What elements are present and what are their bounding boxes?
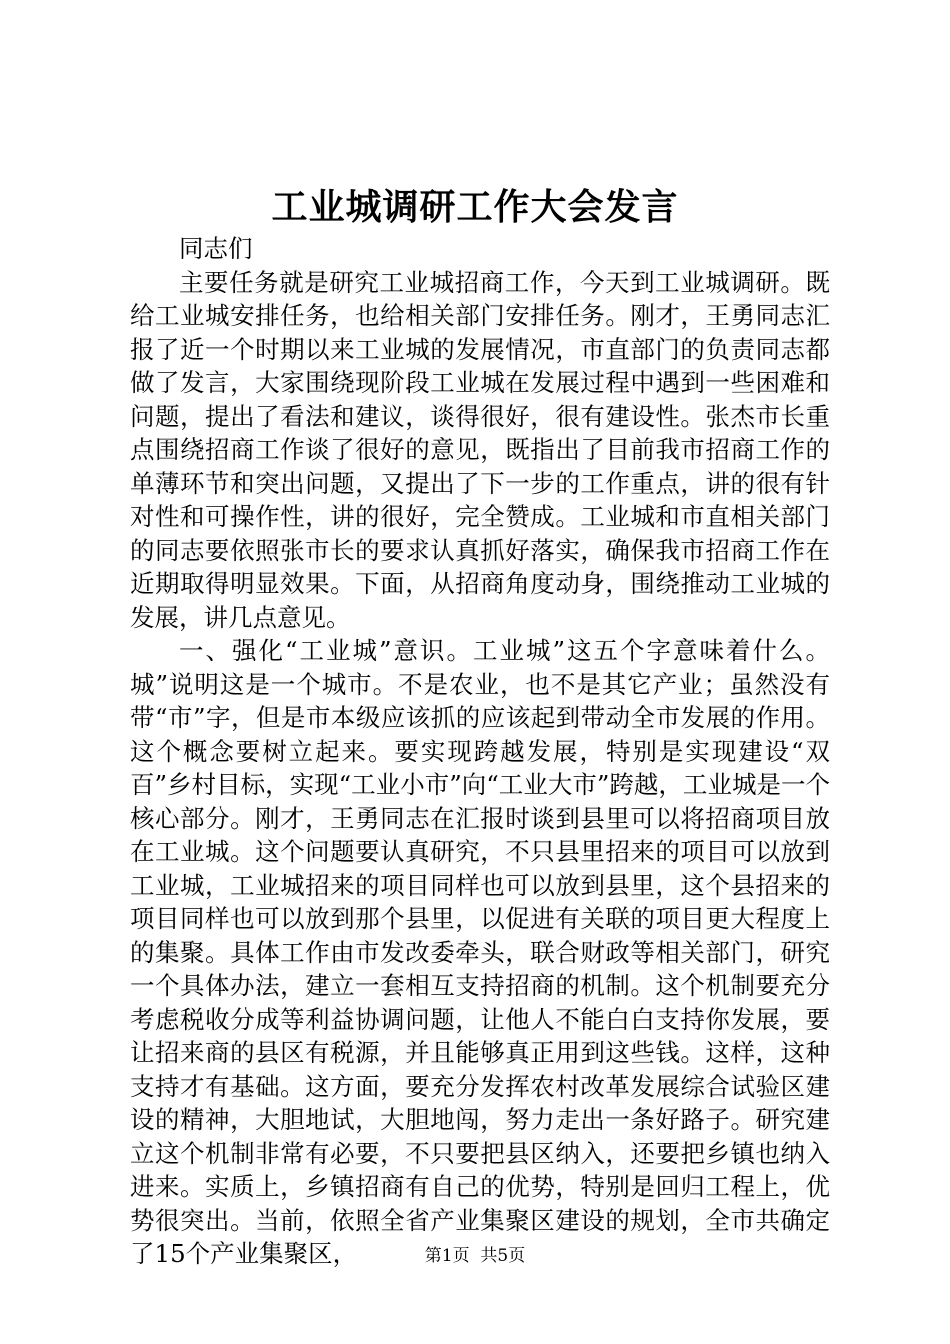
page-total: 共5页: [480, 1246, 526, 1266]
salutation: 同志们: [179, 234, 253, 263]
page-footer: [0, 1244, 950, 1268]
paragraph-2: 一、强化“工业城”意识。工业城”这五个字意味着什么。城”说明这是一个城市。不是农业，也不是其它产业；虽然没有带“市”字，但是市本级应该抓的应该起到带动全市发展的作用。这个概念要树立起来。要实现跨越发展，特别是实现建设“双百”乡村目标，实现“工业小市”向“工业大市”跨越，工业城是一个核心部分。刚才，王勇同志在汇报时谈到县里可以将招商项目放在工业城。这个问题要认真研究，不只县里招来的项目可以放到工业城，工业城招来的项目同样也可以放到县里，这个县招来的项目同样也可以放到那个县里，以促进有关联的项目更大程度上的集聚。具体工作由市发改委牵头，联合财政等相关部门，研究一个具体办法，建立一套相互支持招商的机制。这个机制要充分考虑税收分成等利益协调问题，让他人不能白白支持你发展，要让招来商的县区有税源，并且能够真正用到这些钱。这样，这种支持才有基础。这方面，要充分发挥农村改革发展综合试验区建设的精神，大胆地试，大胆地闯，努力走出一条好路子。研究建立这个机制非常有必要，不只要把县区纳入，还要把乡镇也纳入进来。实质上，乡镇招商有自己的优势，特别是回归工程上，优势很突出。当前，依照全省产业集聚区建设的规划，全市共确定了15个产业集聚区，: [130, 636, 830, 1268]
document-body: [130, 232, 830, 1271]
paragraph-1: 主要任务就是研究工业城招商工作，今天到工业城调研。既给工业城安排任务，也给相关部门安排任务。刚才，王勇同志汇报了近一个时期以来工业城的发展情况，市直部门的负责同志都做了发言，大家围绕现阶段工业城在发展过程中遇到一些困难和问题，提出了看法和建议，谈得很好，很有建设性。张杰市长重点围绕招商工作谈了很好的意见，既指出了目前我市招商工作的单薄环节和突出问题，又提出了下一步的工作重点，讲的很有针对性和可操作性，讲的很好，完全赞成。工业城和市直相关部门的同志要依照张市长的要求认真抓好落实，确保我市招商工作在近期取得明显效果。下面，从招商角度动身，围绕推动工业城的发展，讲几点意见。: [130, 267, 830, 632]
document-title: 工业城调研工作大会发言: [271, 186, 679, 228]
page-number: 第1页: [424, 1246, 470, 1266]
